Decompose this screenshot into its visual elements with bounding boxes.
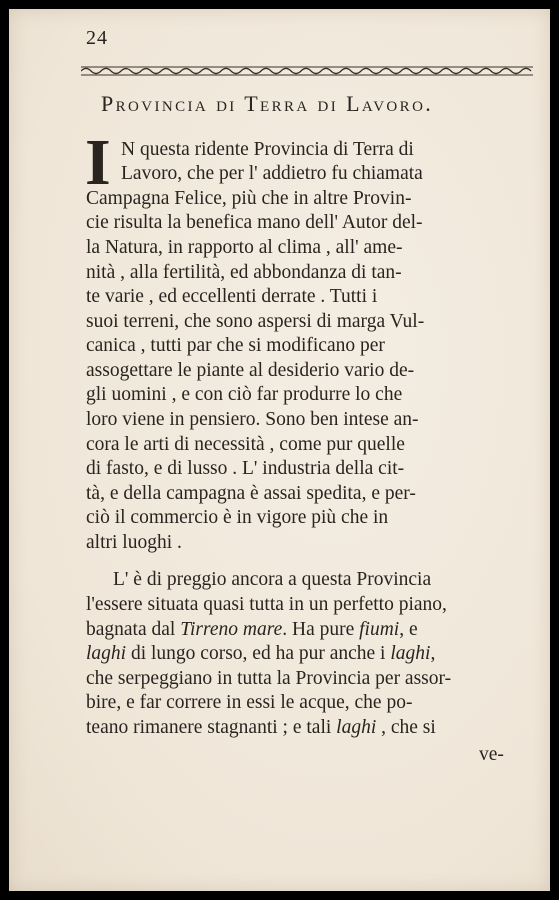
section-heading: Provincia di Terra di Lavoro. — [101, 91, 434, 116]
text-segment: ciò il commercio è in vigore più che in — [86, 507, 389, 528]
text-line — [86, 383, 402, 407]
text-line — [86, 691, 412, 715]
text-segment: tà, e della campagna è assai spedita, e per- — [86, 483, 416, 504]
text-line — [86, 457, 404, 481]
text-segment: L' è di preggio ancora a questa Provincia — [113, 569, 432, 590]
text-line — [86, 482, 416, 506]
text-line — [113, 568, 431, 592]
italic-term: fiumi — [359, 619, 400, 640]
text-line — [479, 743, 504, 767]
text-line — [86, 211, 423, 235]
text-segment: l'essere situata quasi tutta in un perfetto piano, — [86, 594, 447, 615]
text-segment: nità , alla fertilità, ed abbondanza di tan- — [86, 262, 402, 283]
italic-term: laghi — [86, 643, 127, 664]
text-line — [121, 162, 423, 186]
text-segment: suoi terreni, che sono aspersi di marga Vul- — [86, 311, 425, 332]
text-line — [86, 334, 385, 358]
text-line — [86, 618, 418, 642]
text-segment: te varie , ed eccellenti derrate . Tutti i — [86, 286, 378, 307]
text-segment: bire, e far correre in essi le acque, che po- — [86, 692, 413, 713]
text-line — [86, 285, 377, 309]
text-segment: assogettare le piante al desiderio vario de- — [86, 360, 415, 381]
text-line — [86, 593, 447, 617]
page-number: 24 — [86, 27, 108, 49]
decorative-border-ornament — [81, 65, 533, 77]
text-line — [86, 716, 436, 740]
text-segment: cie risulta la benefica mano dell' Autor del- — [86, 212, 423, 233]
text-segment: bagnata dal — [86, 619, 181, 640]
text-segment: altri luoghi . — [86, 532, 182, 553]
text-line — [86, 531, 182, 555]
text-segment: , e — [399, 619, 418, 640]
text-line — [121, 138, 414, 162]
text-segment: gli uomini , e con ciò far produrre lo che — [86, 384, 403, 405]
italic-term: Tirreno mare — [180, 619, 283, 640]
text-segment: , che si — [376, 717, 436, 738]
text-segment: N questa ridente Provincia di Terra di — [121, 139, 414, 160]
text-segment: cora le arti di necessità , come pur quelle — [86, 434, 405, 455]
text-line — [86, 433, 405, 457]
text-segment: . Ha pure — [282, 619, 360, 640]
italic-term: laghi — [336, 717, 377, 738]
text-line — [86, 642, 435, 666]
text-segment: teano rimanere stagnanti ; e tali — [86, 717, 337, 738]
text-line — [86, 261, 402, 285]
text-line — [86, 408, 419, 432]
text-segment: , — [430, 643, 436, 664]
text-line — [86, 236, 402, 260]
text-line — [86, 310, 424, 334]
text-segment: loro viene in pensiero. Sono ben intese an- — [86, 409, 419, 430]
text-segment: canica , tutti par che si modificano per — [86, 335, 385, 356]
text-segment: Lavoro, che per l' addietro fu chiamata — [121, 163, 423, 184]
text-segment: di lungo corso, ed ha pur anche i — [126, 643, 391, 664]
text-line — [86, 506, 388, 530]
text-line — [86, 187, 411, 211]
text-line — [86, 667, 451, 691]
text-segment: ve- — [479, 744, 504, 765]
drop-cap-initial: I — [85, 126, 111, 199]
text-line — [86, 359, 414, 383]
italic-term: laghi — [390, 643, 431, 664]
text-segment: che serpeggiano in tutta la Provincia per assor- — [86, 668, 452, 689]
text-segment: di fasto, e di lusso . L' industria della cit- — [86, 458, 405, 479]
book-page — [9, 9, 550, 891]
text-segment: la Natura, in rapporto al clima , all' ame- — [86, 237, 403, 258]
text-segment: Campagna Felice, più che in altre Provin- — [86, 188, 412, 209]
